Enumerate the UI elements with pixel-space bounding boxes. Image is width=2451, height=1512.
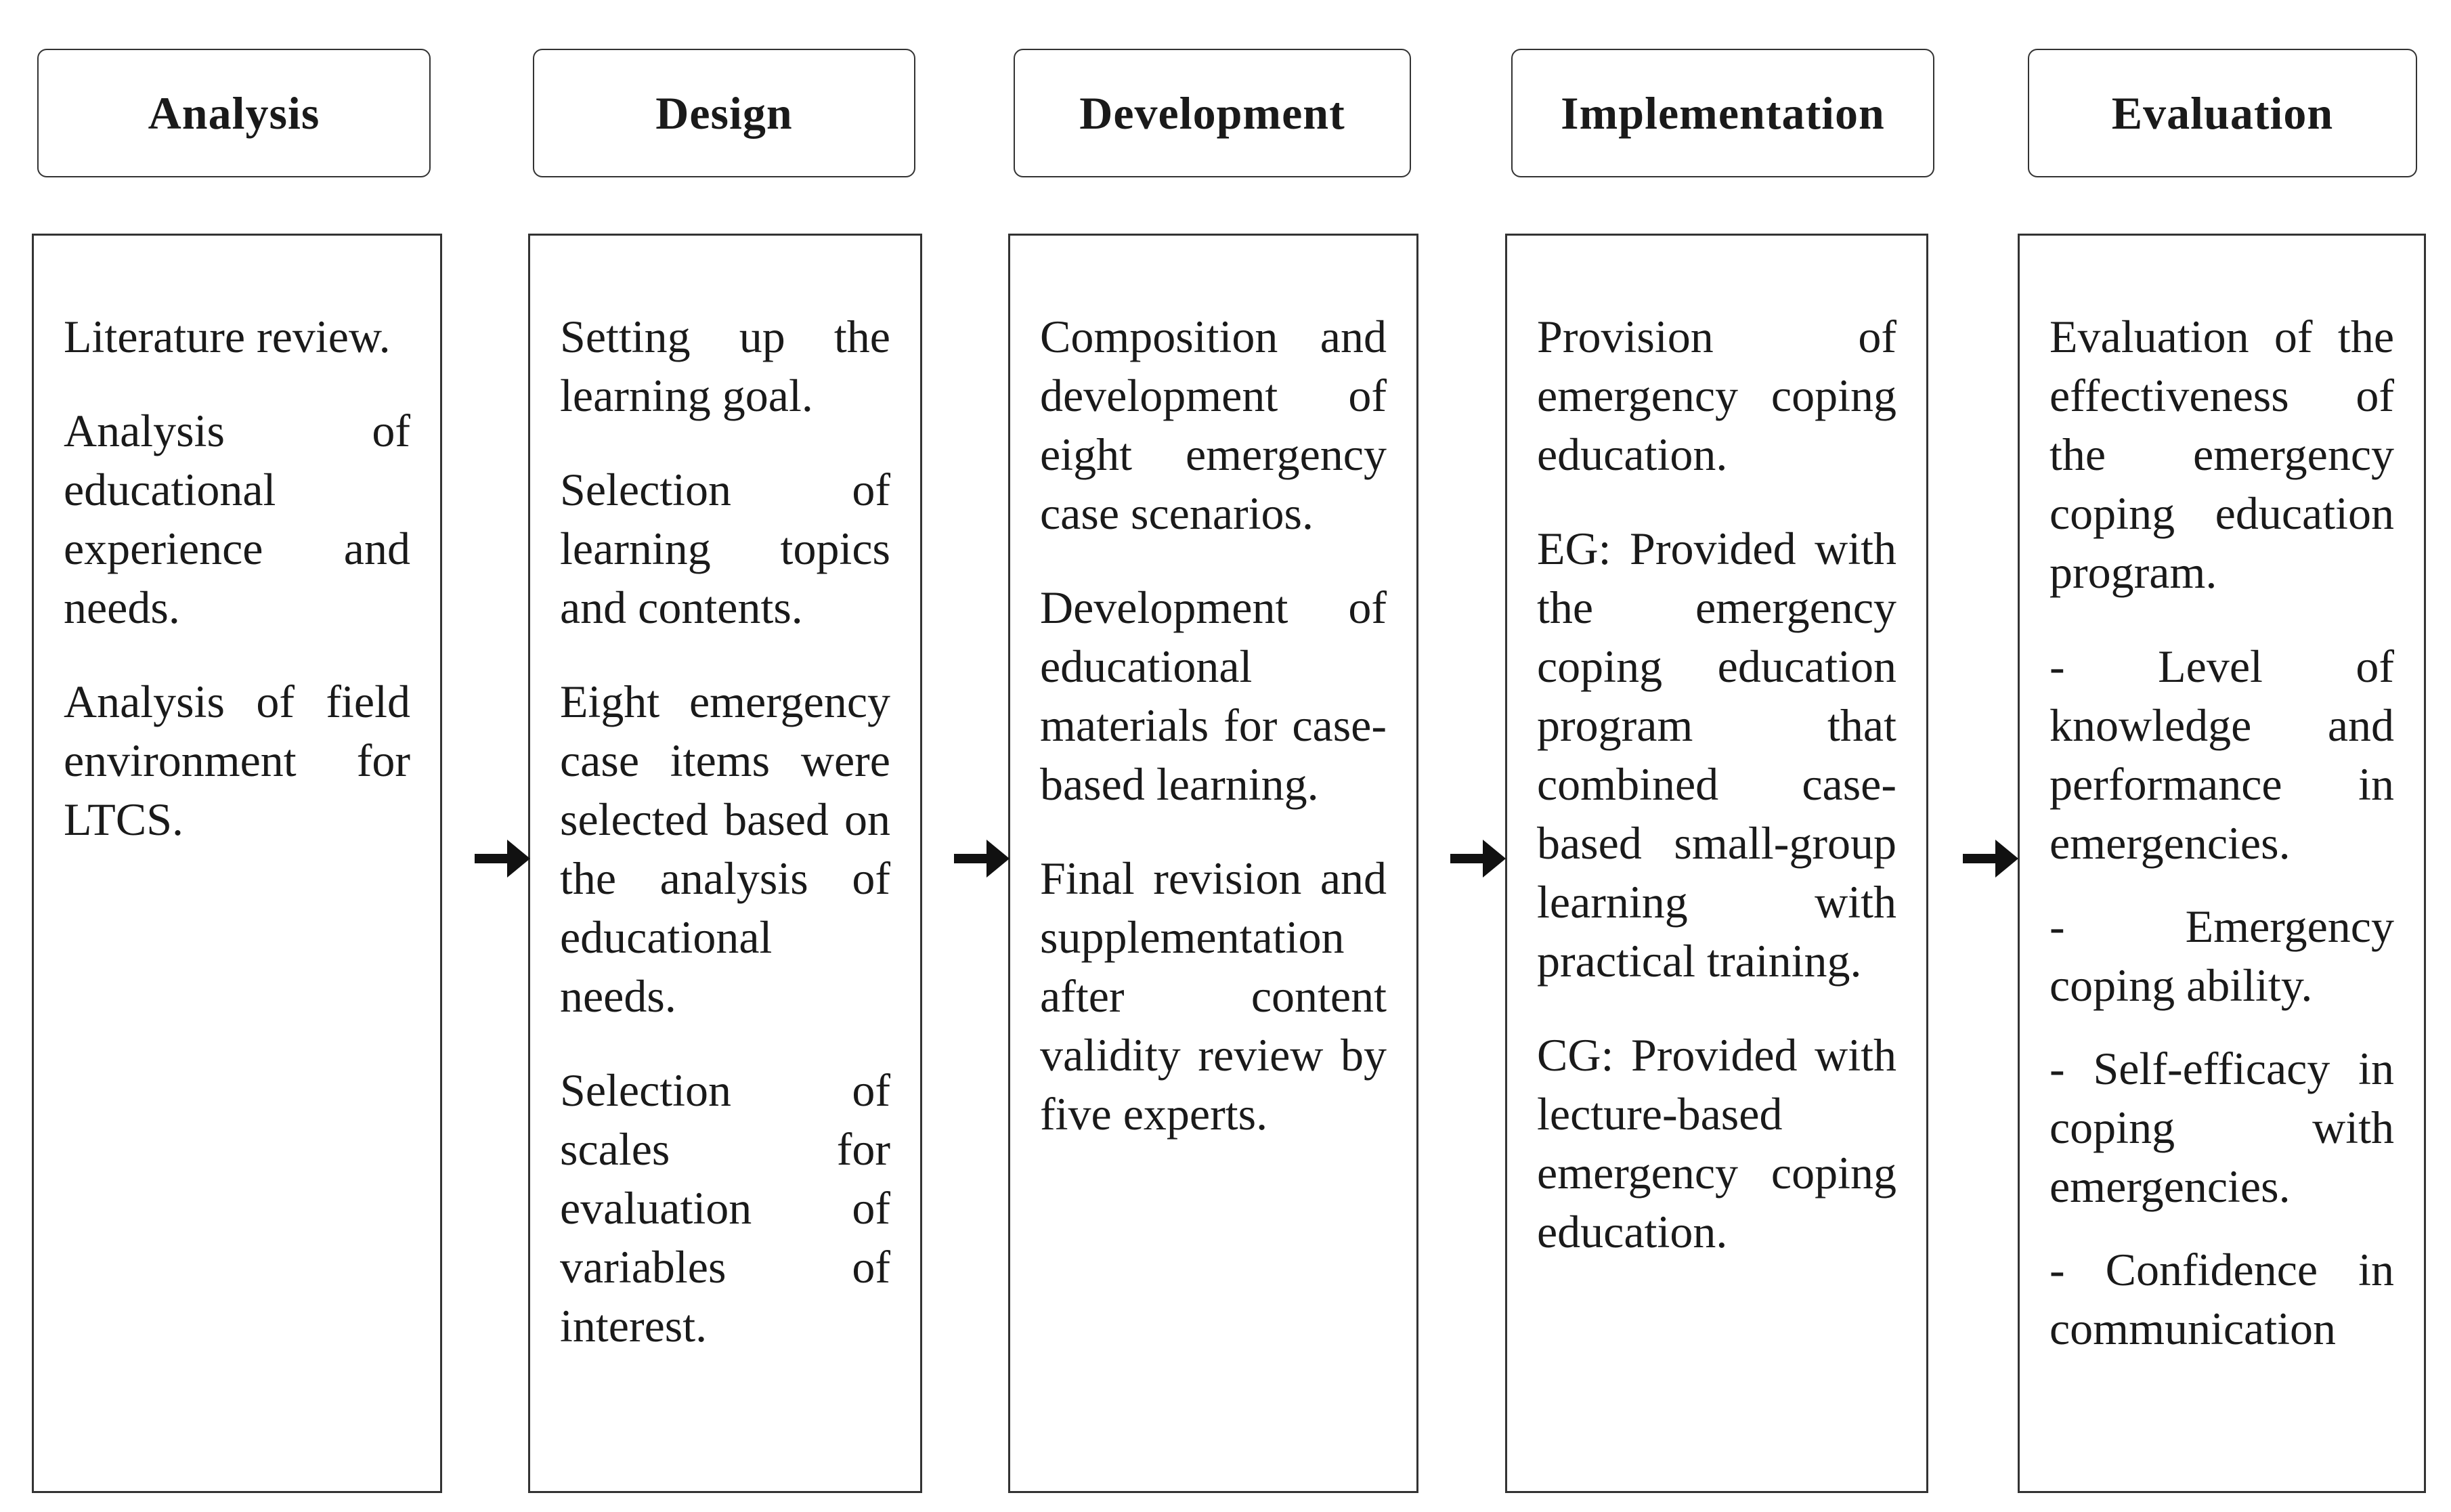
header-design-title: Design	[655, 87, 793, 139]
box-implementation	[1505, 234, 1928, 1493]
analysis-item: Analysis of educational experience and needs.	[64, 405, 410, 633]
evaluation-item: - Emergency coping ability.	[2049, 901, 2394, 1011]
header-design	[533, 49, 915, 177]
box-design	[528, 234, 922, 1493]
evaluation-item: - Self-efficacy in coping with emergencies.	[2049, 1043, 2394, 1212]
development-item: Development of educational materials for case-based learning.	[1040, 582, 1387, 810]
development-item: Final revision and supplementation after content validity review by five experts.	[1040, 852, 1387, 1140]
design-item: Setting up the learning goal.	[560, 311, 890, 421]
evaluation-item: - Confidence in communication	[2049, 1244, 2394, 1354]
header-analysis	[37, 49, 431, 177]
analysis-item: Literature review.	[64, 311, 391, 362]
design-item: Selection of learning topics and contents.	[560, 464, 890, 633]
box-analysis	[32, 234, 442, 1493]
arrow-right-icon	[951, 834, 1012, 883]
development-item: Composition and development of eight emergency case scenarios.	[1040, 311, 1387, 539]
header-implementation	[1511, 49, 1934, 177]
header-evaluation	[2028, 49, 2417, 177]
evaluation-item: - Level of knowledge and performance in emergencies.	[2049, 641, 2394, 869]
arrow-right-icon	[472, 834, 533, 883]
header-development	[1014, 49, 1411, 177]
header-implementation-title: Implementation	[1561, 87, 1885, 139]
analysis-item: Analysis of field environment for LTCS.	[64, 676, 410, 845]
header-analysis-title: Analysis	[148, 87, 320, 139]
header-evaluation-title: Evaluation	[2111, 87, 2334, 139]
implementation-item: Provision of emergency coping education.	[1537, 311, 1896, 480]
box-development	[1008, 234, 1418, 1493]
header-development-title: Development	[1079, 87, 1345, 139]
box-evaluation	[2018, 234, 2426, 1493]
arrow-right-icon	[1448, 834, 1509, 883]
design-item: Selection of scales for evaluation of variables of interest.	[560, 1064, 890, 1352]
evaluation-item: Evaluation of the effectiveness of the emergency coping education program.	[2049, 311, 2394, 598]
design-item: Eight emergency case items were selected based on the analysis of educational needs.	[560, 676, 890, 1022]
implementation-item: EG: Provided with the emergency coping education program that combined case-based small-group learning with practical training.	[1537, 523, 1896, 987]
arrow-right-icon	[1960, 834, 2021, 883]
implementation-item: CG: Provided with lecture-based emergency coping education.	[1537, 1029, 1896, 1257]
